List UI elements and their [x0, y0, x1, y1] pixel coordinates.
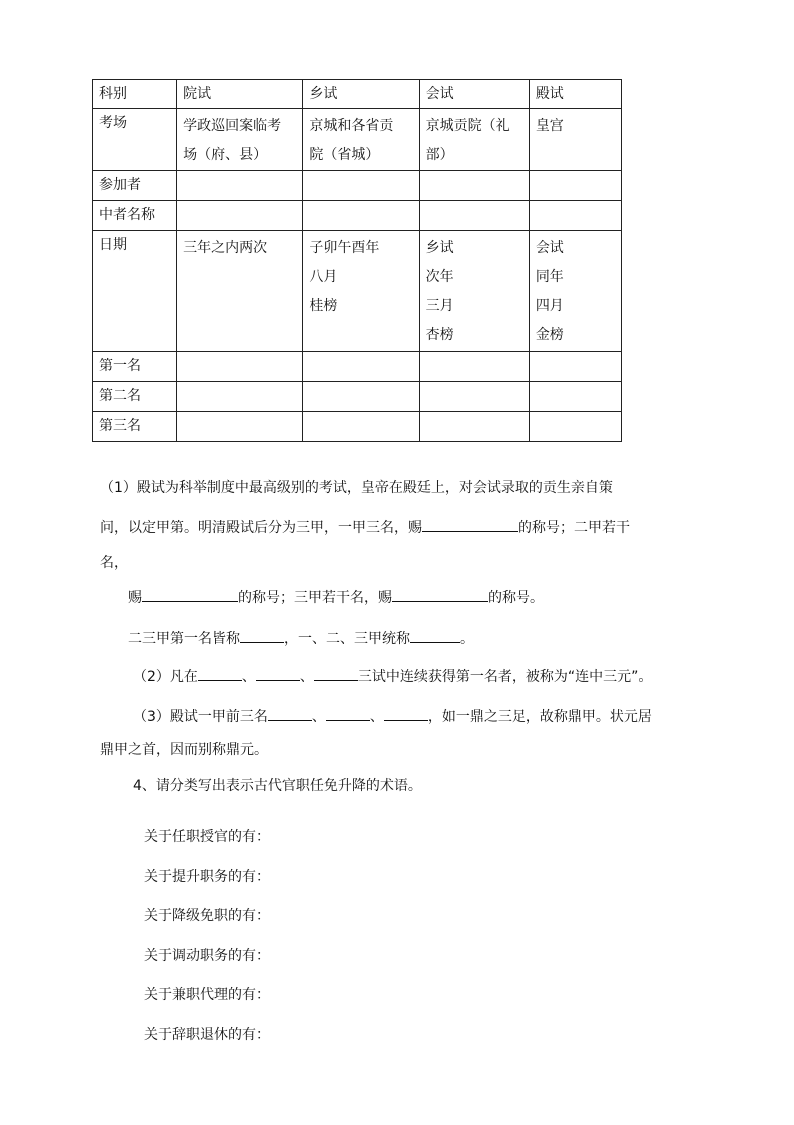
- answer-blank[interactable]: [410, 628, 460, 643]
- table-cell: [529, 171, 621, 201]
- list-item: 关于降级免职的有：: [144, 908, 270, 925]
- cell-line: 次年: [425, 269, 454, 285]
- separator: 、: [299, 669, 314, 685]
- table-cell: [419, 412, 529, 442]
- table-cell: [529, 201, 621, 231]
- answer-blank[interactable]: [240, 628, 284, 643]
- separator: 、: [241, 669, 256, 685]
- cell-line: 三年之内两次: [183, 240, 268, 256]
- question-number: （1）: [100, 480, 137, 496]
- cell-line: 四月: [535, 298, 564, 314]
- question-text: 的称号；二甲若干: [518, 520, 630, 536]
- question-1-line-5: [128, 628, 474, 649]
- row-label: 第三名: [93, 412, 177, 442]
- answer-blank[interactable]: [422, 517, 518, 532]
- row-label: 第二名: [93, 382, 177, 412]
- row-label: 日期: [93, 231, 177, 352]
- question-text: 二三甲第一名皆称: [128, 631, 240, 647]
- table-row: [93, 171, 622, 201]
- cell-line: 场（府、县）: [183, 147, 268, 163]
- table-cell: [303, 201, 419, 231]
- cell-line: 乡试: [425, 240, 454, 256]
- exam-comparison-table: [92, 79, 622, 442]
- question-number: （2）: [133, 669, 170, 685]
- question-1-line-2: [100, 517, 630, 538]
- table-cell: [529, 382, 621, 412]
- cell-line: 皇宫: [535, 118, 564, 134]
- cell-line: 学政巡回案临考: [183, 118, 282, 134]
- question-4-list: [144, 818, 270, 1056]
- table-cell: [177, 231, 303, 352]
- table-cell: [419, 231, 529, 352]
- separator: 、: [311, 709, 326, 725]
- table-cell: [303, 171, 419, 201]
- cell-line: 同年: [535, 269, 564, 285]
- cell-line: 部）: [425, 147, 454, 163]
- table-cell: [529, 231, 621, 352]
- separator: 、: [369, 709, 384, 725]
- question-text: 鼎甲之首，因而别称鼎元。: [100, 742, 268, 758]
- list-item: 关于兼职代理的有：: [144, 987, 270, 1004]
- question-2: [133, 666, 652, 687]
- cell-line: 金榜: [535, 327, 564, 343]
- table-header-row: [93, 80, 622, 109]
- table-cell: [419, 382, 529, 412]
- question-1-line-4: [128, 587, 544, 608]
- question-number: （3）: [133, 709, 170, 725]
- cell-line: 京城贡院（礼: [425, 118, 510, 134]
- table-cell: [177, 412, 303, 442]
- cell-line: 子卯午酉年: [309, 240, 380, 256]
- table-header-cell: 院试: [177, 80, 303, 109]
- table-cell: [419, 352, 529, 382]
- answer-blank[interactable]: [384, 706, 428, 721]
- table-cell: [177, 171, 303, 201]
- cell-line: 京城和各省贡: [309, 118, 394, 134]
- table-cell: [303, 109, 419, 171]
- cell-line: 会试: [535, 240, 564, 256]
- question-1-line-1: [100, 478, 613, 498]
- table-row: [93, 382, 622, 412]
- table-row: [93, 109, 622, 171]
- question-text: 殿试一甲前三名: [169, 709, 268, 725]
- row-label: 第一名: [93, 352, 177, 382]
- list-item: 关于辞职退休的有：: [144, 1026, 270, 1043]
- question-text: 。: [460, 631, 474, 647]
- question-text: ，如一鼎之三足，故称鼎甲。状元居: [427, 709, 652, 725]
- cell-line: 三月: [425, 298, 454, 314]
- answer-blank[interactable]: [142, 587, 238, 602]
- list-item: 关于任职授官的有：: [144, 829, 270, 845]
- question-text: 问，以定甲第。明清殿试后分为三甲，一甲三名，赐: [100, 520, 422, 536]
- question-text: ，一、二、三甲统称: [284, 631, 410, 647]
- table-cell: [177, 109, 303, 171]
- table-cell: [177, 382, 303, 412]
- list-item: 关于调动职务的有：: [144, 947, 270, 964]
- question-text: 赐: [128, 590, 142, 606]
- question-text: 三试中连续获得第一名者，被称为“连中三元”。: [357, 669, 653, 685]
- cell-line: 院（省城）: [309, 147, 380, 163]
- answer-blank[interactable]: [392, 587, 488, 602]
- table-header-cell: 乡试: [303, 80, 419, 109]
- cell-line: 杏榜: [425, 327, 454, 343]
- answer-blank[interactable]: [326, 706, 370, 721]
- row-label: 参加者: [93, 171, 177, 201]
- table-cell: [177, 201, 303, 231]
- table-cell: [529, 412, 621, 442]
- table-cell: [419, 171, 529, 201]
- table-cell: [529, 352, 621, 382]
- table-header-cell: 殿试: [529, 80, 621, 109]
- table-row: [93, 352, 622, 382]
- table-row: [93, 231, 622, 352]
- row-label: 中者名称: [93, 201, 177, 231]
- question-text: 殿试为科举制度中最高级别的考试，皇帝在殿廷上，对会试录取的贡生亲自策: [136, 480, 613, 496]
- cell-line: 桂榜: [309, 298, 338, 314]
- table-cell: [177, 352, 303, 382]
- table-cell: [529, 109, 621, 171]
- table-row: [93, 412, 622, 442]
- cell-line: 八月: [309, 269, 338, 285]
- table-row: [93, 201, 622, 231]
- question-3-line-2: [100, 740, 268, 760]
- answer-blank[interactable]: [268, 706, 312, 721]
- answer-blank[interactable]: [256, 666, 300, 681]
- row-label: 考场: [93, 109, 177, 171]
- answer-blank[interactable]: [314, 666, 358, 681]
- table-cell: [419, 201, 529, 231]
- table-cell: [303, 231, 419, 352]
- question-4-title: [133, 776, 422, 796]
- list-item: 关于提升职务的有：: [144, 868, 270, 885]
- table-cell: [303, 382, 419, 412]
- question-1-line-3: [100, 553, 128, 573]
- question-text: 的称号。: [488, 590, 544, 606]
- table-cell: [419, 109, 529, 171]
- table-header-cell: 科别: [93, 80, 177, 109]
- table-cell: [303, 352, 419, 382]
- question-text: 名，: [100, 555, 128, 571]
- table-header-cell: 会试: [419, 80, 529, 109]
- table-cell: [303, 412, 419, 442]
- question-text: 4、请分类写出表示古代官职任免升降的术语。: [133, 778, 422, 794]
- question-3-line-1: [133, 706, 652, 727]
- question-text: 凡在: [169, 669, 198, 685]
- question-text: 的称号；三甲若干名，赐: [238, 590, 392, 606]
- answer-blank[interactable]: [198, 666, 242, 681]
